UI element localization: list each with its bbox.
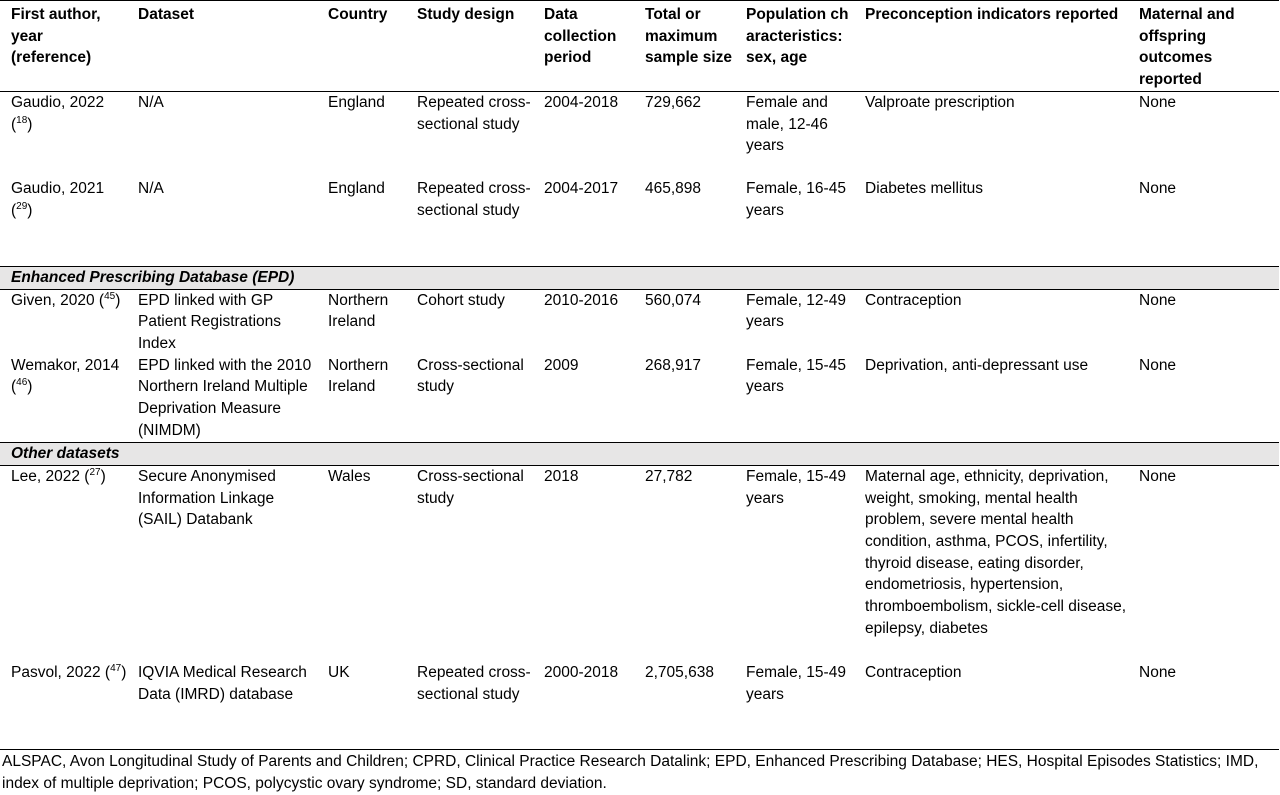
header-size: Total or maximum sample size: [634, 1, 735, 92]
header-country: Country: [317, 1, 406, 92]
outcomes-cell: None: [1139, 467, 1177, 485]
dataset-cell: N/A: [138, 93, 164, 111]
population-cell: Female, 15-49 years: [746, 467, 846, 507]
header-population: Population characteristics: sex, age: [735, 1, 854, 92]
design-cell: Cross-sectional study: [417, 467, 524, 507]
author-cell: [0, 289, 127, 355]
dataset-cell: N/A: [138, 180, 164, 198]
country-cell: England: [328, 180, 385, 198]
country-cell: England: [328, 93, 385, 111]
table-row: [0, 178, 1279, 266]
reference-citation: ($^{29}$): [11, 200, 33, 220]
author-text: Gaudio, 2022: [11, 93, 105, 111]
reference-citation: ($^{18}$): [11, 114, 33, 133]
rows-epd: [0, 289, 1279, 443]
section-row-other: [0, 443, 1279, 466]
author-text: Pasvol, 2022: [11, 664, 101, 682]
header-outcomes: Maternal and offspring outcomes reported: [1128, 1, 1279, 92]
table-row: [0, 465, 1279, 662]
size-cell: 2,705,638: [634, 662, 735, 749]
section-epd: [0, 266, 1279, 289]
period-cell: 2004-2018: [544, 93, 619, 111]
author-cell: [0, 91, 127, 178]
table-footnote: ALSPAC, Avon Longitudinal Study of Parents and Children; CPRD, Clinical Practice Research Datalink; EPD, Enhanced Prescribing Database; HES, Hospital Episodes Statistics; IMD, index of multiple deprivation; PCOS, polycystic ovary syndrome; SD, standard deviation.: [2, 753, 1259, 792]
outcomes-cell: None: [1139, 180, 1177, 198]
indicators-cell: Contraception: [854, 662, 1128, 749]
design-cell: Repeated cross-sectional study: [406, 662, 533, 749]
dataset-cell: Secure Anonymised Information Linkage (SAIL) Databank: [138, 467, 276, 529]
section-heading-other: Other datasets: [0, 443, 1279, 466]
outcomes-cell: None: [1139, 93, 1177, 111]
author-cell: [0, 355, 127, 443]
table-row: [0, 662, 1279, 749]
period-cell: 2009: [544, 356, 579, 374]
indicators-cell: Diabetes mellitus: [865, 180, 984, 198]
outcomes-cell: None: [1139, 291, 1177, 309]
author-cell: [0, 662, 127, 749]
author-text: Gaudio, 2021: [11, 180, 105, 198]
reference-number: 27: [89, 466, 101, 478]
author-text: Given, 2020: [11, 291, 95, 309]
design-cell: Cross-sectional study: [417, 356, 524, 396]
dataset-cell: EPD linked with the 2010 Northern Ireland Multiple Deprivation Measure (NIMDM): [138, 356, 312, 439]
reference-number: 45: [104, 290, 116, 302]
size-cell: 268,917: [645, 356, 702, 374]
dataset-cell: IQVIA Medical Research Data (IMRD) database: [127, 662, 317, 749]
author-text: Wemakor, 2014: [11, 356, 120, 374]
reference-number: 18: [16, 114, 28, 126]
design-cell: Repeated cross-sectional study: [417, 93, 531, 133]
size-cell: 560,074: [645, 291, 702, 309]
table-row: [0, 289, 1279, 355]
author-cell: [0, 465, 127, 662]
indicators-cell: Deprivation, anti-depressant use: [865, 356, 1089, 374]
period-cell: 2018: [544, 467, 579, 485]
reference-number: 47: [110, 663, 122, 675]
rows-general: [0, 91, 1279, 266]
table-row: [0, 91, 1279, 178]
indicators-cell: Maternal age, ethnicity, deprivation, weight, smoking, mental health problem, severe mental health condition, asthma, PCOS, infertility, thyroid disease, eating disorder, endometriosis, hypertension, thromboembolism, sickle-cell disease, epilepsy, diabetes: [865, 467, 1127, 637]
design-cell: Cohort study: [417, 291, 505, 309]
population-cell: Female, 15-49 years: [735, 662, 854, 749]
population-cell: Female and male, 12-46 years: [746, 93, 828, 155]
size-cell: 729,662: [645, 93, 702, 111]
dataset-cell: EPD linked with GP Patient Registrations Index: [138, 291, 282, 352]
header-dataset: Dataset: [127, 1, 317, 92]
indicators-cell: Contraception: [865, 291, 962, 309]
size-cell: 27,782: [645, 467, 693, 485]
reference-citation: ($^{47}$): [100, 663, 127, 682]
header-indicators: Preconception indicators reported: [854, 1, 1128, 92]
reference-number: 29: [16, 200, 28, 212]
period-cell: 2010-2016: [544, 291, 619, 309]
population-cell: Female, 12-49 years: [746, 291, 846, 331]
country-cell: UK: [317, 662, 406, 749]
outcomes-cell: None: [1139, 356, 1177, 374]
country-cell: Wales: [328, 467, 371, 485]
section-heading-epd: Enhanced Prescribing Database (EPD): [0, 266, 1279, 289]
reference-number: 46: [16, 377, 28, 389]
author-text: Lee, 2022: [11, 467, 80, 485]
header-period: Data collection period: [533, 1, 634, 92]
outcomes-cell: None: [1128, 662, 1279, 749]
header-author: First author, year (reference): [0, 1, 127, 92]
rows-other: [0, 465, 1279, 749]
country-cell: Northern Ireland: [328, 356, 389, 396]
indicators-cell: Valproate prescription: [865, 93, 1015, 111]
population-cell: Female, 16-45 years: [746, 180, 846, 220]
period-cell: 2004-2017: [544, 180, 619, 198]
design-cell: Repeated cross-sectional study: [417, 180, 531, 220]
reference-citation: ($^{46}$): [11, 377, 33, 396]
header-row: [0, 1, 1279, 92]
period-cell: 2000-2018: [533, 662, 634, 749]
header-design: Study design: [406, 1, 533, 92]
reference-citation: ($^{27}$): [79, 466, 106, 485]
reference-citation: ($^{45}$): [94, 290, 121, 309]
country-cell: Northern Ireland: [328, 291, 389, 331]
section-row-epd: [0, 266, 1279, 289]
population-cell: Female, 15-45 years: [746, 356, 846, 396]
table-row: [0, 355, 1279, 443]
author-cell: [0, 178, 127, 266]
section-other: [0, 443, 1279, 466]
size-cell: 465,898: [645, 180, 702, 198]
